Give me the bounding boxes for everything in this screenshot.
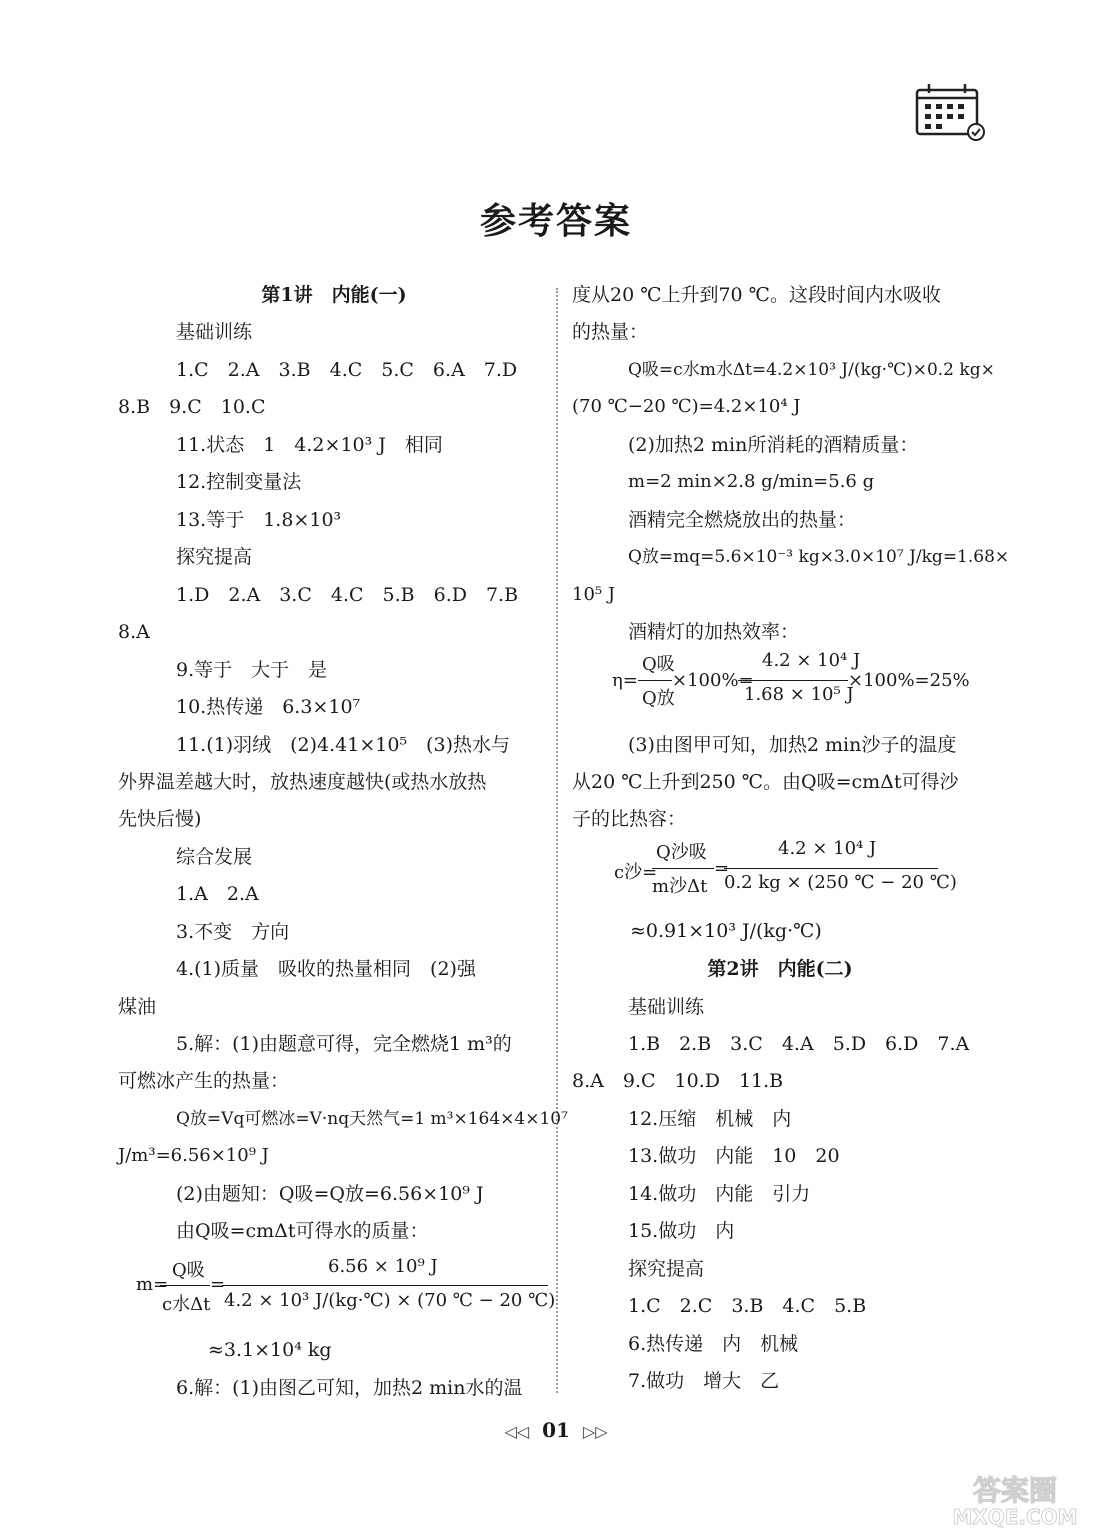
fraction-numerator: Q沙吸 [656, 842, 707, 863]
answer-line: 4.(1)质量 吸收的热量相同 (2)强 [176, 958, 476, 980]
subsection-heading: 探究提高 [176, 546, 253, 568]
answer-line: 8.A 9.C 10.D 11.B [572, 1070, 784, 1092]
answer-line: 5.解：(1)由题意可得，完全燃烧1 m³的 [176, 1033, 512, 1055]
formula-line: J/m³=6.56×10⁹ J [118, 1145, 269, 1166]
fraction-denominator: 4.2 × 10³ J/(kg·℃) × (70 ℃ − 20 ℃) [224, 1290, 556, 1311]
answer-line: 1.C 2.A 3.B 4.C 5.C 6.A 7.D [176, 359, 518, 381]
answer-line: 6.热传递 内 机械 [628, 1333, 799, 1355]
chevron-right-icon: ▷▷ [582, 1422, 608, 1441]
answer-line: 12.压缩 机械 内 [628, 1108, 792, 1130]
answer-line: 13.做功 内能 10 20 [628, 1145, 840, 1167]
answer-line: 8.A [118, 621, 150, 643]
fraction-denominator: c水Δt [162, 1294, 211, 1315]
answer-line: 的热量： [572, 321, 649, 343]
formula-fraction [572, 836, 988, 906]
subsection-heading: 综合发展 [176, 846, 253, 868]
answer-line: 酒精完全燃烧放出的热量： [628, 509, 857, 531]
answer-line: 1.B 2.B 3.C 4.A 5.D 6.D 7.A [628, 1033, 970, 1055]
answer-line: (2)加热2 min所消耗的酒精质量： [628, 434, 919, 456]
answer-line: 6.解：(1)由图乙可知，加热2 min水的温 [176, 1377, 523, 1399]
fraction-denominator: Q放 [642, 688, 675, 709]
formula-line: m=2 min×2.8 g/min=5.6 g [628, 471, 875, 492]
section-heading: 第1讲 内能(一) [261, 284, 407, 306]
section-heading: 第2讲 内能(二) [707, 958, 853, 980]
fraction-numerator: 4.2 × 10⁴ J [762, 650, 861, 671]
answer-line: 外界温差越大时，放热速度越快(或热水放热 [118, 771, 487, 793]
formula-line: (70 ℃−20 ℃)=4.2×10⁴ J [572, 396, 801, 417]
equals-sign: = [714, 858, 730, 879]
answer-line: 11.状态 1 4.2×10³ J 相同 [176, 434, 443, 456]
fraction-numerator: 6.56 × 10⁹ J [328, 1256, 438, 1277]
answer-line: ≈0.91×10³ J/(kg·℃) [630, 920, 822, 942]
answer-line: 由Q吸=cmΔt可得水的质量： [176, 1220, 429, 1242]
answer-line: 酒精灯的加热效率： [628, 621, 800, 643]
answer-line: 14.做功 内能 引力 [628, 1183, 811, 1205]
answer-line: 15.做功 内 [628, 1220, 735, 1242]
answer-line: 11.(1)羽绒 (2)4.41×10⁵ (3)热水与 [176, 734, 510, 756]
page-number [0, 1418, 1112, 1442]
answer-line: 3.不变 方向 [176, 921, 290, 943]
answer-line: ≈3.1×10⁴ kg [208, 1339, 332, 1361]
fraction-numerator: Q吸 [642, 654, 675, 675]
answer-line: 1.D 2.A 3.C 4.C 5.B 6.D 7.B [176, 584, 519, 606]
chevron-left-icon: ◁◁ [504, 1422, 530, 1441]
formula-line: Q吸=c水m水Δt=4.2×10³ J/(kg·℃)×0.2 kg× [628, 360, 995, 380]
watermark-logo [930, 1470, 1100, 1530]
fraction-numerator: Q吸 [172, 1260, 205, 1281]
answer-line: 从20 ℃上升到250 ℃。由Q吸=cmΔt可得沙 [572, 771, 959, 793]
page-number-text: 01 [542, 1418, 570, 1442]
column-divider [556, 288, 558, 1393]
answer-line: 12.控制变量法 [176, 471, 302, 493]
formula-fraction [118, 1252, 556, 1324]
formula-line: Q放=mq=5.6×10⁻³ kg×3.0×10⁷ J/kg=1.68× [628, 547, 1010, 567]
answer-line: 7.做功 增大 乙 [628, 1370, 780, 1392]
fraction-denominator: m沙Δt [652, 876, 708, 897]
fraction-denominator: 0.2 kg × (250 ℃ − 20 ℃) [724, 872, 957, 893]
answer-line: 9.等于 大于 是 [176, 659, 328, 681]
answer-line: 可燃冰产生的热量： [118, 1070, 290, 1092]
formula-prefix: η= [612, 670, 638, 691]
answer-line: 子的比热容： [572, 808, 687, 830]
subsection-heading: 探究提高 [628, 1258, 705, 1280]
formula-prefix: m= [136, 1274, 169, 1295]
answer-line: 13.等于 1.8×10³ [176, 509, 342, 531]
formula-line: Q放=Vq可燃冰=V·nq天然气=1 m³×164×4×10⁷ [176, 1109, 568, 1129]
formula-prefix: c沙= [614, 862, 658, 883]
answer-line: 度从20 ℃上升到70 ℃。这段时间内水吸收 [572, 284, 941, 306]
formula-text: ×100%=25% [848, 670, 970, 691]
svg-text:答案圈: 答案圈 [972, 1474, 1058, 1507]
fraction-denominator: 1.68 × 10⁵ J [744, 684, 854, 705]
answer-line: 1.A 2.A [176, 883, 259, 905]
answer-line: 8.B 9.C 10.C [118, 396, 266, 418]
answer-line: 1.C 2.C 3.B 4.C 5.B [628, 1295, 867, 1317]
answer-line: 先快后慢) [118, 808, 202, 830]
fraction-numerator: 4.2 × 10⁴ J [778, 838, 877, 859]
formula-line: 10⁵ J [572, 584, 616, 605]
answer-line: (2)由题知：Q吸=Q放=6.56×10⁹ J [176, 1183, 484, 1205]
equals-sign: = [210, 1274, 226, 1295]
page-title: 参考答案 [479, 200, 632, 242]
formula-text: ×100%= [672, 670, 754, 691]
answer-line: (3)由图甲可知，加热2 min沙子的温度 [628, 734, 957, 756]
calendar-check-icon [915, 82, 987, 148]
answer-line: 煤油 [118, 996, 157, 1018]
subsection-heading: 基础训练 [176, 321, 253, 343]
svg-text:MXQE.COM: MXQE.COM [952, 1505, 1078, 1529]
answer-line: 10.热传递 6.3×10⁷ [176, 696, 361, 718]
formula-fraction [572, 648, 988, 718]
subsection-heading: 基础训练 [628, 996, 705, 1018]
